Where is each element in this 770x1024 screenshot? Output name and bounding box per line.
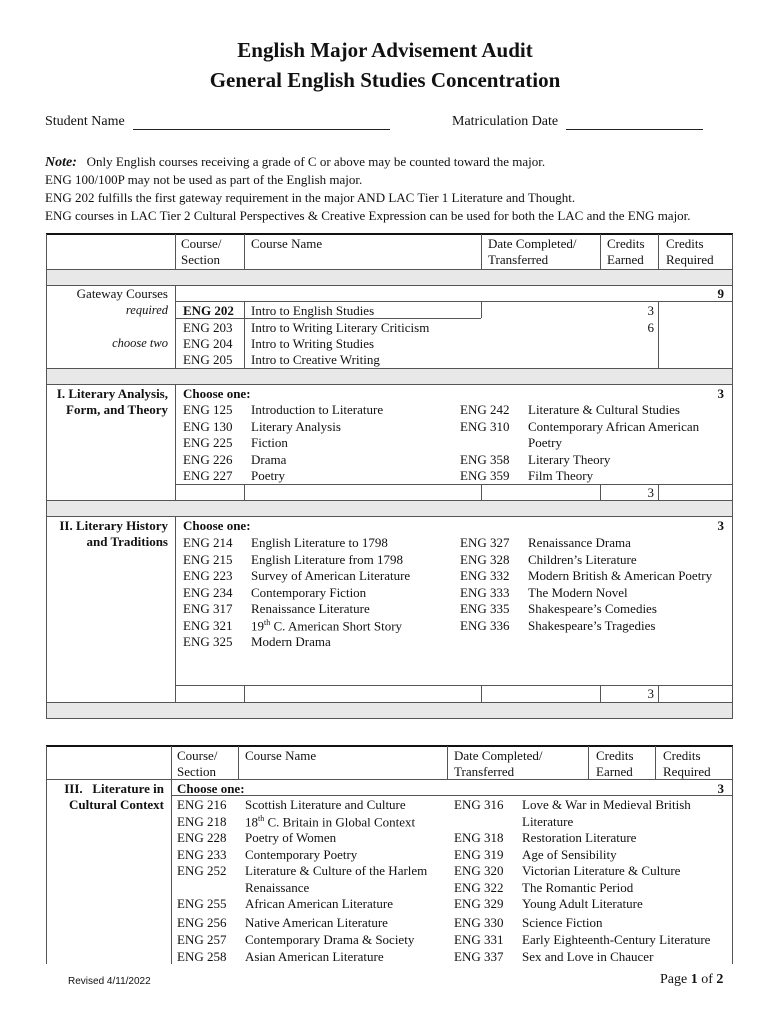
course-code: ENG 336 bbox=[460, 618, 510, 633]
course-name: Sex and Love in Chaucer bbox=[522, 949, 654, 964]
course-name: Love & War in Medieval British bbox=[522, 797, 691, 812]
course-name: Contemporary Drama & Society bbox=[245, 932, 415, 947]
course-code: ENG 321 bbox=[183, 618, 233, 633]
shaded-row bbox=[46, 368, 732, 384]
gateway-credits-required: 9 bbox=[717, 286, 724, 301]
course-name: Children’s Literature bbox=[528, 552, 637, 567]
note-line-4: ENG courses in LAC Tier 2 Cultural Perspectives & Creative Expression can be used for both the LAC and the ENG major. bbox=[45, 208, 691, 223]
section-2-label: II. Literary History and Traditions bbox=[59, 518, 168, 549]
note-label: Note: bbox=[45, 155, 77, 170]
note-text-1: Only English courses receiving a grade of C or above may be counted toward the major. bbox=[86, 154, 546, 169]
section-1-credits-earned: 3 bbox=[647, 485, 654, 500]
course-code: ENG 330 bbox=[454, 915, 504, 930]
course-name: English Literature from 1798 bbox=[251, 552, 403, 567]
course-name: Literature & Cultural Studies bbox=[528, 402, 680, 417]
course-code: ENG 332 bbox=[460, 568, 510, 583]
course-code: ENG 202 bbox=[183, 303, 234, 318]
course-code: ENG 204 bbox=[183, 336, 233, 351]
course-code: ENG 258 bbox=[177, 949, 227, 964]
col-header-course-name: Course Name bbox=[245, 748, 317, 763]
course-code: ENG 214 bbox=[183, 535, 233, 550]
course-name: Early Eighteenth-Century Literature bbox=[522, 932, 711, 947]
course-code: ENG 329 bbox=[454, 896, 504, 911]
document-title: English Major Advisement Audit bbox=[237, 38, 533, 62]
course-name: Survey of American Literature bbox=[251, 568, 411, 583]
col-header-course-section: Course/ Section bbox=[177, 748, 218, 779]
course-name: Introduction to Literature bbox=[251, 402, 384, 417]
course-code: ENG 255 bbox=[177, 896, 227, 911]
course-code: ENG 233 bbox=[177, 847, 227, 862]
course-code: ENG 226 bbox=[183, 452, 233, 467]
course-name: Film Theory bbox=[528, 468, 594, 483]
section-1-choose: Choose one: bbox=[183, 386, 251, 401]
course-code: ENG 215 bbox=[183, 552, 233, 567]
course-code: ENG 333 bbox=[460, 585, 510, 600]
col-header-credits-required: Credits Required bbox=[663, 748, 711, 779]
gateway-required-note: required bbox=[125, 303, 168, 317]
course-name: Asian American Literature bbox=[245, 949, 384, 964]
course-code: ENG 216 bbox=[177, 797, 227, 812]
course-code: ENG 335 bbox=[460, 601, 510, 616]
credits-earned: 3 bbox=[647, 303, 654, 318]
course-name: Restoration Literature bbox=[522, 830, 637, 845]
course-name: Modern British & American Poetry bbox=[528, 568, 713, 583]
course-name: Young Adult Literature bbox=[522, 896, 643, 911]
section-3-choose: Choose one: bbox=[177, 781, 245, 796]
course-name: African American Literature bbox=[245, 896, 393, 911]
note-line-3: ENG 202 fulfills the first gateway requirement in the major AND LAC Tier 1 Literature and Thought. bbox=[45, 190, 576, 205]
course-code: ENG 325 bbox=[183, 634, 233, 649]
course-name: Drama bbox=[251, 452, 287, 467]
course-code: ENG 322 bbox=[454, 880, 504, 895]
course-name: Literary Theory bbox=[528, 452, 611, 467]
course-name: Scottish Literature and Culture bbox=[245, 797, 406, 812]
course-name: Literature bbox=[522, 814, 574, 829]
course-code: ENG 359 bbox=[460, 468, 510, 483]
col-header-credits-earned: Credits Earned bbox=[596, 748, 634, 779]
course-code: ENG 218 bbox=[177, 814, 227, 829]
gateway-label: Gateway Courses bbox=[76, 286, 168, 301]
course-name: Poetry bbox=[251, 468, 285, 483]
course-code: ENG 320 bbox=[454, 863, 504, 878]
section-1-label: I. Literary Analysis, Form, and Theory bbox=[56, 386, 168, 417]
course-code: ENG 310 bbox=[460, 419, 510, 434]
matric-date-label: Matriculation Date bbox=[452, 114, 559, 129]
course-code: ENG 319 bbox=[454, 847, 504, 862]
course-code: ENG 256 bbox=[177, 915, 227, 930]
course-name: Native American Literature bbox=[245, 915, 388, 930]
section-2-credits-earned: 3 bbox=[647, 686, 654, 701]
course-code: ENG 203 bbox=[183, 320, 233, 335]
course-name: Science Fiction bbox=[522, 915, 603, 930]
course-code: ENG 228 bbox=[177, 830, 227, 845]
course-code: ENG 331 bbox=[454, 932, 504, 947]
col-header-course-section: Course/ Section bbox=[181, 236, 222, 267]
credits-earned: 6 bbox=[647, 320, 654, 335]
course-name: Poetry bbox=[528, 435, 562, 450]
section-3-label: III. Literature in Cultural Context bbox=[64, 781, 164, 812]
shaded-row bbox=[46, 702, 732, 718]
course-code: ENG 125 bbox=[183, 402, 233, 417]
course-code: ENG 130 bbox=[183, 419, 233, 434]
course-code: ENG 225 bbox=[183, 435, 233, 450]
col-header-credits-earned: Credits Earned bbox=[607, 236, 645, 267]
course-code: ENG 227 bbox=[183, 468, 233, 483]
course-name: 19th C. American Short Story bbox=[251, 618, 403, 634]
course-name: Intro to Writing Literary Criticism bbox=[251, 320, 430, 335]
col-header-course-name: Course Name bbox=[251, 236, 323, 251]
col-header-date: Date Completed/ Transferred bbox=[454, 748, 543, 779]
course-code: ENG 257 bbox=[177, 932, 227, 947]
note-line-2: ENG 100/100P may not be used as part of the English major. bbox=[45, 172, 363, 187]
note-line-1 bbox=[45, 154, 545, 171]
course-code: ENG 252 bbox=[177, 863, 227, 878]
course-name: Literary Analysis bbox=[251, 419, 341, 434]
course-name: Literature & Culture of the Harlem bbox=[245, 863, 428, 878]
course-name: Intro to Creative Writing bbox=[251, 352, 380, 367]
course-code: ENG 316 bbox=[454, 797, 504, 812]
col-header-date: Date Completed/ Transferred bbox=[488, 236, 577, 267]
course-name: Contemporary Poetry bbox=[245, 847, 358, 862]
gateway-choose-note: choose two bbox=[112, 336, 168, 350]
course-name: 18th C. Britain in Global Context bbox=[245, 814, 416, 830]
course-name: Renaissance Literature bbox=[251, 601, 370, 616]
shaded-row bbox=[46, 500, 732, 516]
document-subtitle: General English Studies Concentration bbox=[209, 68, 561, 92]
page-number: Page 1 of 2 bbox=[660, 972, 724, 987]
course-name: Modern Drama bbox=[251, 634, 331, 649]
course-name: Fiction bbox=[251, 435, 288, 450]
course-name: Contemporary Fiction bbox=[251, 585, 367, 600]
course-name: Renaissance bbox=[245, 880, 310, 895]
section-3-credits-required: 3 bbox=[717, 781, 724, 796]
section-2-credits-required: 3 bbox=[717, 518, 724, 533]
course-name: Contemporary African American bbox=[528, 419, 700, 434]
revised-date: Revised 4/11/2022 bbox=[68, 976, 151, 987]
course-code: ENG 358 bbox=[460, 452, 510, 467]
course-code: ENG 234 bbox=[183, 585, 233, 600]
matric-date-field[interactable] bbox=[566, 129, 703, 130]
shaded-row bbox=[46, 269, 732, 285]
course-name: Intro to English Studies bbox=[251, 303, 375, 318]
course-code: ENG 328 bbox=[460, 552, 510, 567]
course-code: ENG 242 bbox=[460, 402, 510, 417]
course-name: Age of Sensibility bbox=[522, 847, 617, 862]
course-code: ENG 205 bbox=[183, 352, 233, 367]
course-name: English Literature to 1798 bbox=[251, 535, 388, 550]
course-name: Poetry of Women bbox=[245, 830, 337, 845]
student-name-field[interactable] bbox=[133, 129, 390, 130]
course-code: ENG 223 bbox=[183, 568, 233, 583]
course-name: Renaissance Drama bbox=[528, 535, 631, 550]
col-header-credits-required: Credits Required bbox=[666, 236, 714, 267]
student-name-label: Student Name bbox=[45, 114, 125, 129]
course-name: Victorian Literature & Culture bbox=[522, 863, 681, 878]
course-code: ENG 337 bbox=[454, 949, 504, 964]
section-2-choose: Choose one: bbox=[183, 518, 251, 533]
course-name: The Romantic Period bbox=[522, 880, 634, 895]
course-code: ENG 327 bbox=[460, 535, 510, 550]
section-1-credits-required: 3 bbox=[717, 386, 724, 401]
course-name: Intro to Writing Studies bbox=[251, 336, 375, 351]
course-code: ENG 318 bbox=[454, 830, 504, 845]
course-name: Shakespeare’s Comedies bbox=[528, 601, 657, 616]
course-name: Shakespeare’s Tragedies bbox=[528, 618, 656, 633]
course-code: ENG 317 bbox=[183, 601, 233, 616]
course-name: The Modern Novel bbox=[528, 585, 628, 600]
